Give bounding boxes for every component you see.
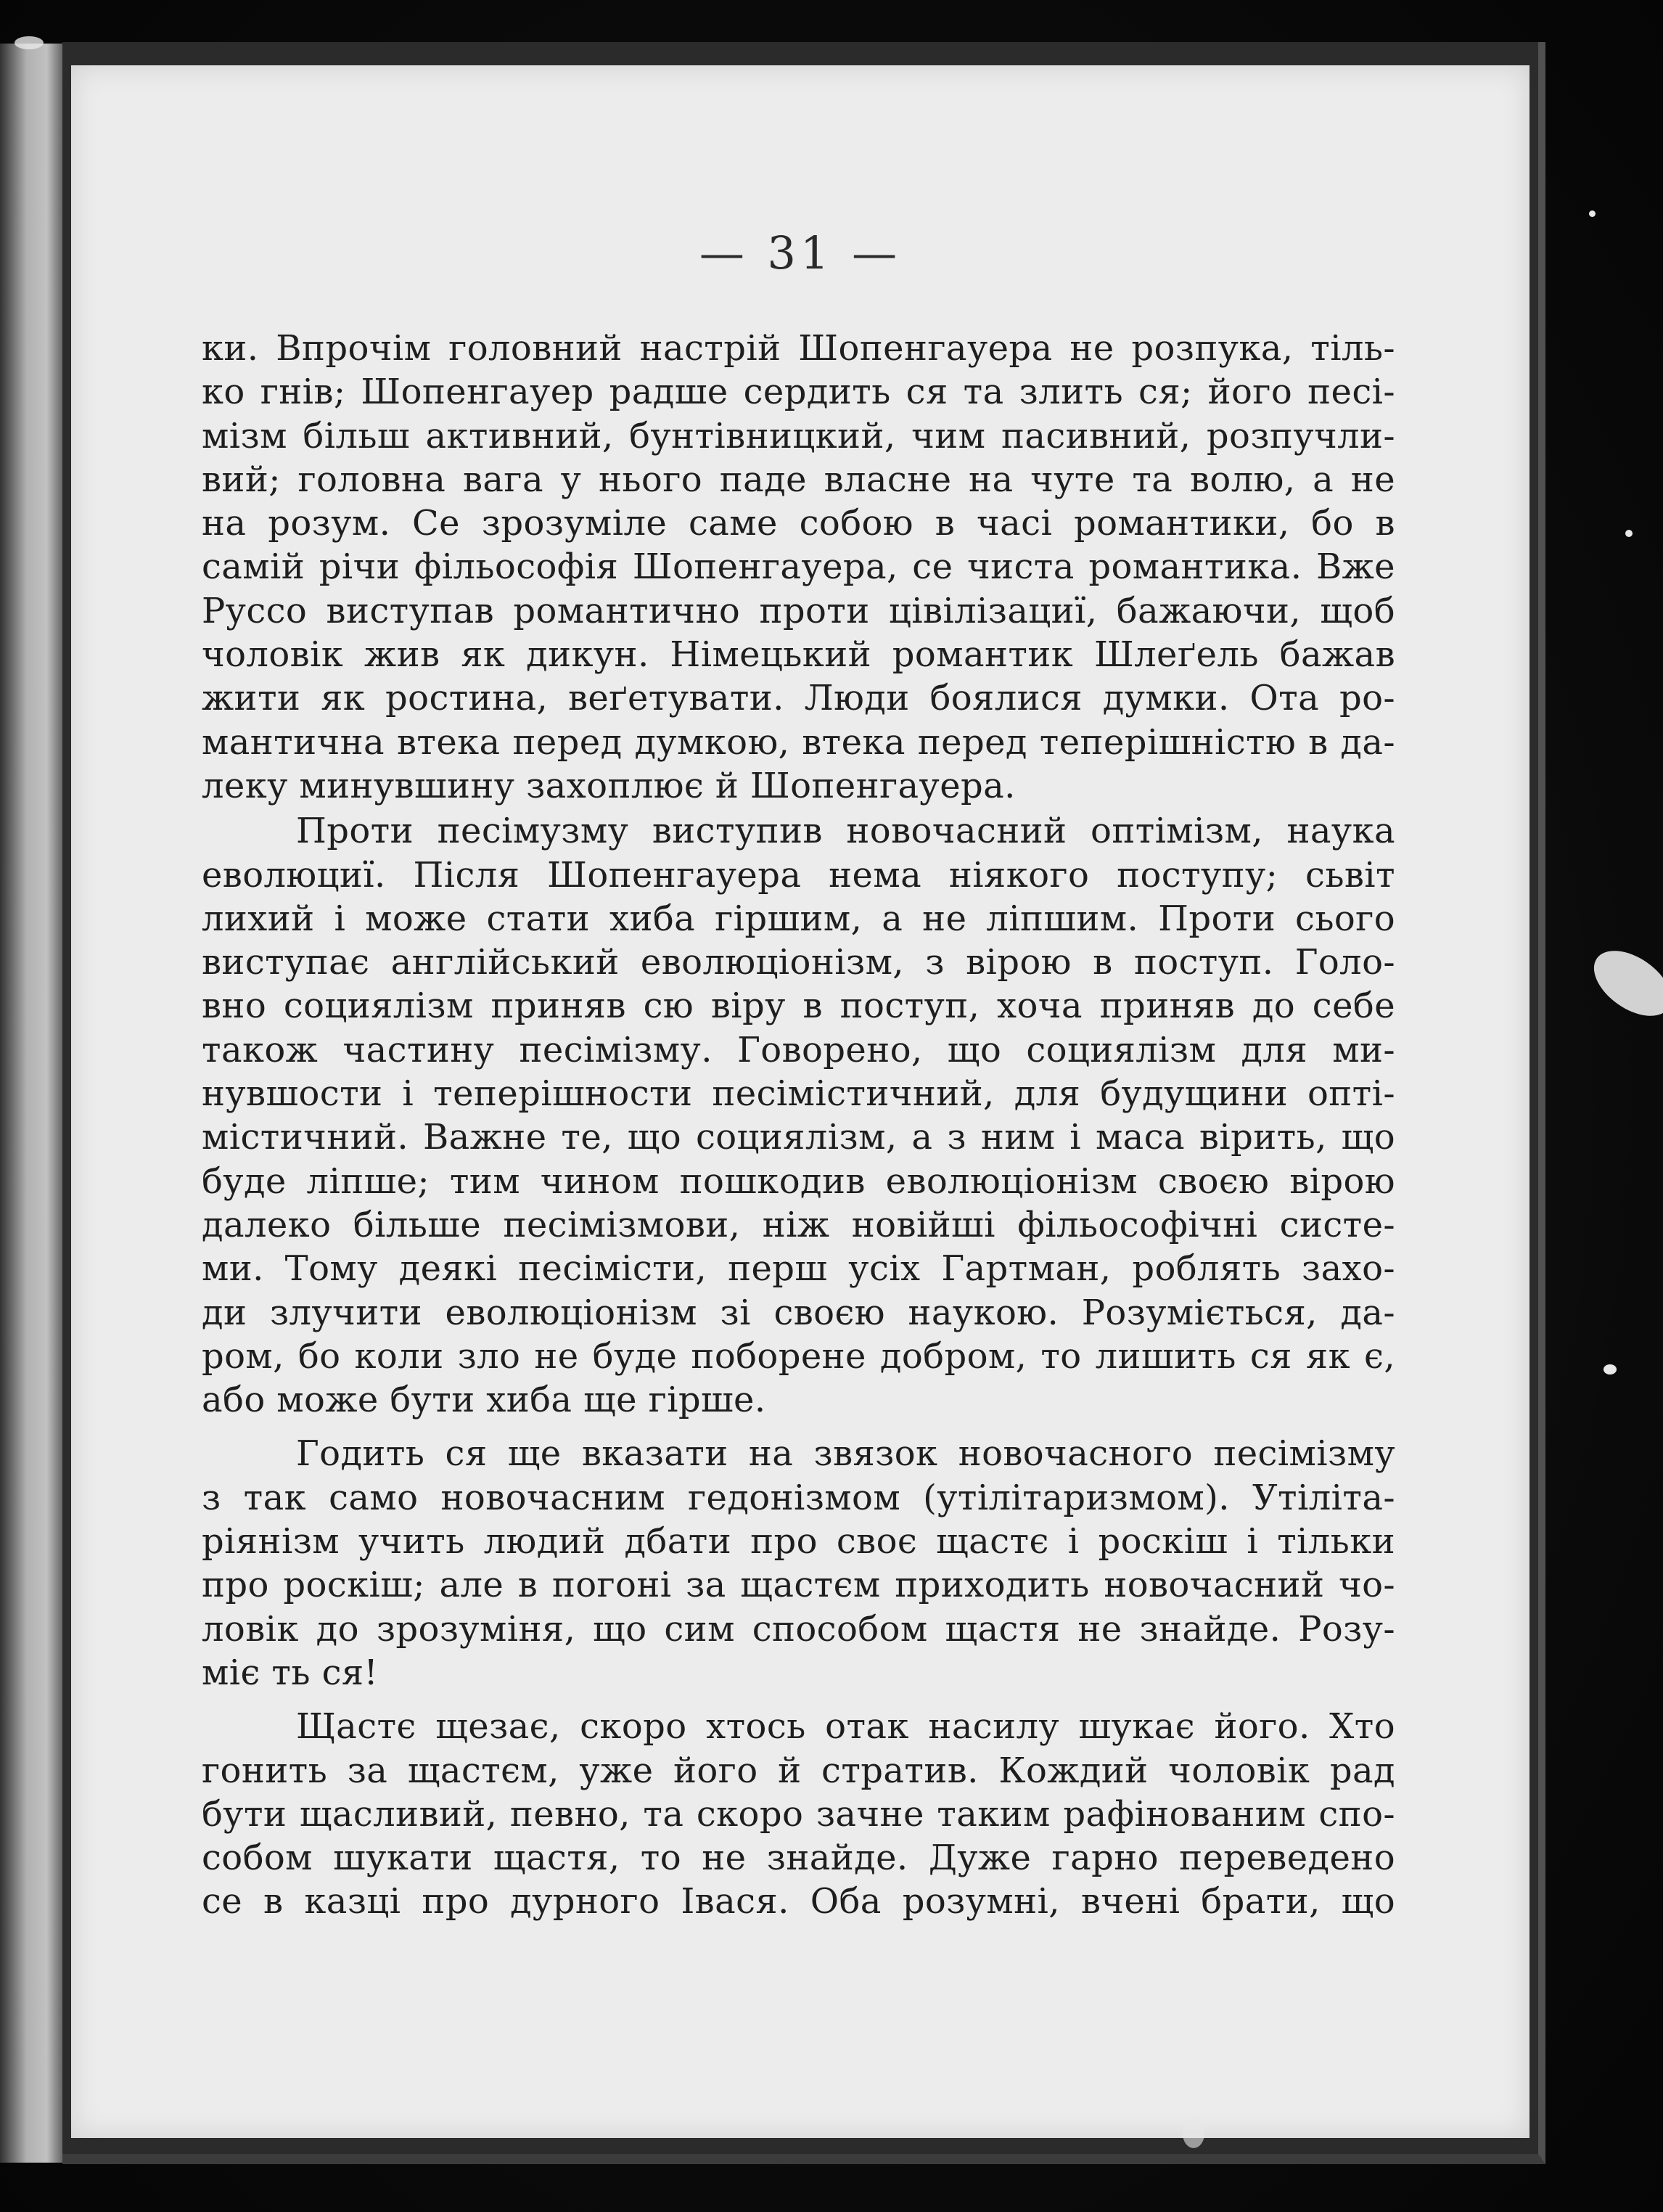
- paragraph-4: [202, 1705, 1395, 1923]
- text-line: ко гнів; Шопенгауер радше сердить ся та злить ся; його песі-: [202, 372, 1395, 413]
- text-line: лихий і може стати хиба гіршим, а не ліпшим. Проти сього: [202, 898, 1395, 939]
- paragraph-1: [202, 327, 1395, 808]
- book-binding-edge: [0, 44, 67, 2163]
- text-line: про роскіш; але в погоні за щастєм приходить новочасний чо-: [202, 1565, 1395, 1606]
- dust-speck: [1589, 210, 1596, 217]
- page-body-text: [202, 327, 1395, 1924]
- text-line: леку минувшину захоплює й Шопенгауера.: [202, 765, 1016, 806]
- book-page: [71, 65, 1529, 2138]
- text-line: з так само новочасним гедонізмом (утілітаризмом). Утіліта-: [202, 1477, 1395, 1518]
- text-line: міє ть ся!: [202, 1652, 379, 1693]
- paragraph-2: [202, 809, 1395, 1422]
- text-line: ром, бо коли зло не буде поборене добром, то лишить ся як є,: [202, 1335, 1395, 1377]
- text-line: нувшости і теперішности песімістичний, для будущини опті-: [202, 1073, 1395, 1115]
- text-line: також частину песімізму. Говорено, що социялізм для ми-: [202, 1029, 1395, 1070]
- text-line: бути щасливий, певно, та скоро зачне таким рафінованим спо-: [202, 1793, 1395, 1835]
- text-line: гонить за щастєм, уже його й стратив. Кождий чоловік рад: [202, 1750, 1395, 1791]
- dust-speck: [1625, 530, 1633, 537]
- text-line: се в казці про дурного Івася. Оба розумні, вчені брати, що: [202, 1881, 1395, 1922]
- text-line: ми. Тому деякі песімісти, перш усіх Гартман, роблять захо-: [202, 1248, 1395, 1290]
- text-line: ки. Впрочім головний настрій Шопенгауера не розпука, тіль-: [202, 328, 1395, 369]
- text-line: еволюциї. Після Шопенгауера нема ніякого поступу; сьвіт: [202, 854, 1395, 896]
- dust-speck: [1183, 2119, 1204, 2148]
- text-line: буде ліпше; тим чином пошкодив еволюціонізм своєю вірою: [202, 1160, 1395, 1202]
- text-line: виступає англійський еволюціонізм, з вірою в поступ. Голо-: [202, 942, 1395, 983]
- dust-speck: [1604, 1364, 1617, 1375]
- dust-speck: [15, 36, 44, 49]
- text-line: мантична втека перед думкою, втека перед теперішністю в да-: [202, 721, 1395, 763]
- text-line: Руссо виступав романтично проти цівілізациї, бажаючи, щоб: [202, 590, 1395, 631]
- text-line: або може бути хиба ще гірше.: [202, 1380, 766, 1421]
- paragraph-3: [202, 1432, 1395, 1695]
- text-line: ловік до зрозуміня, що сим способом щастя не знайде. Розу-: [202, 1608, 1395, 1650]
- text-line: собом шукати щастя, то не знайде. Дуже гарно переведено: [202, 1838, 1395, 1879]
- text-line: Годить ся ще вказати на звязок новочасного песімізму: [296, 1433, 1395, 1475]
- text-line: ди злучити еволюціонізм зі своєю наукою. Розуміється, да-: [202, 1292, 1395, 1333]
- text-line: самій річи фільософія Шопенгауера, се чиста романтика. Вже: [202, 546, 1395, 588]
- text-line: далеко більше песімізмови, ніж новійші фільософічні систе-: [202, 1204, 1395, 1245]
- text-line: вно социялізм приняв сю віру в поступ, хоча приняв до себе: [202, 986, 1395, 1027]
- text-line: жити як ростина, веґетувати. Люди боялися думки. Ота ро-: [202, 678, 1395, 719]
- text-line: Проти песімузму виступив новочасний оптімізм, наука: [296, 811, 1395, 852]
- text-line: ріянізм учить людий дбати про своє щастє і роскіш і тільки: [202, 1521, 1395, 1562]
- text-line: чоловік жив як дикун. Німецький романтик Шлеґель бажав: [202, 634, 1395, 676]
- page-number: — 31 —: [699, 226, 902, 279]
- text-line: вий; головна вага у нього паде власне на чуте та волю, а не: [202, 459, 1395, 500]
- text-line: Щастє щезає, скоро хтось отак насилу шукає його. Хто: [296, 1706, 1395, 1748]
- text-line: мізм більш активний, бунтівницкий, чим пасивний, розпучли-: [202, 415, 1395, 456]
- text-line: на розум. Се зрозуміле саме собою в часі романтики, бо в: [202, 503, 1395, 544]
- text-line: містичний. Важне те, що социялізм, а з ним і маса вірить, що: [202, 1117, 1395, 1158]
